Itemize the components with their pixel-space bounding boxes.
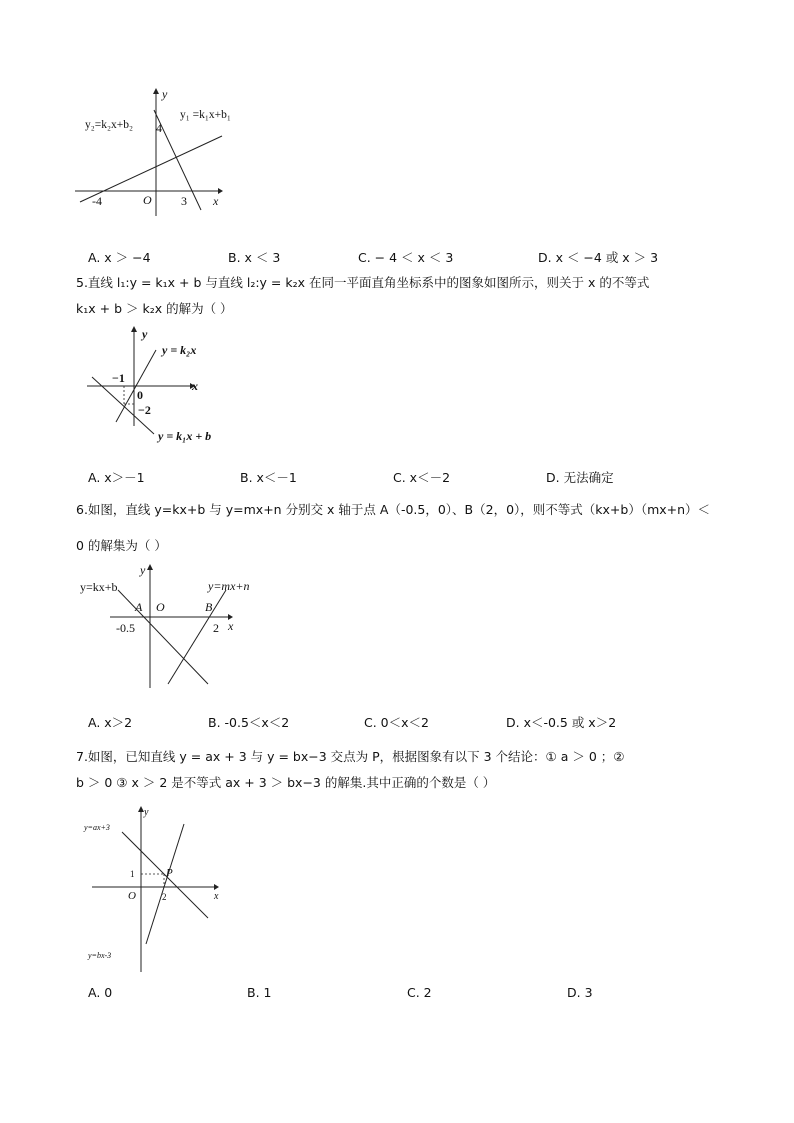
q6-question-line1: 6.如图，直线 y=kx+b 与 y=mx+n 分别交 x 轴于点 A（-0.5，0）、B（2，0），则不等式（kx+b）（mx+n）＜ (76, 502, 711, 517)
q6-option-a[interactable]: A. x＞2 (88, 715, 133, 730)
q4-y-arrow-icon (153, 88, 159, 94)
q7-question-line1: 7.如图，已知直线 y = ax + 3 与 y = bx−3 交点为 P，根据图象有以下 3 个结论：① a ＞ 0 ；② (76, 749, 625, 764)
q7-line-ax3 (122, 832, 208, 918)
q5-zero-label: 0 (137, 388, 143, 402)
q5-x-label: x (192, 379, 198, 393)
q5-question-line1: 5.直线 l₁:y = k₁x + b 与直线 l₂:y = k₂x 在同一平面直角坐标系中的图象如图所示，则关于 x 的不等式 (76, 275, 650, 290)
q5-option-a[interactable]: A. x＞－1 (88, 470, 145, 485)
q5-y-label: y (142, 327, 148, 341)
q7-question-line2: b ＞ 0 ③ x ＞ 2 是不等式 ax + 3 ＞ bx−3 的解集.其中正确的个数是（ ） (76, 775, 496, 790)
q4-x-arrow-icon (218, 188, 223, 194)
q5-option-d[interactable]: D. 无法确定 (546, 470, 614, 485)
q4-figure (70, 88, 250, 218)
q5-option-b[interactable]: B. x＜－1 (240, 470, 297, 485)
q4-option-c[interactable]: C. − 4 ＜ x ＜ 3 (358, 250, 454, 265)
q4-x-label: x (213, 194, 219, 208)
q4-tick-3: 3 (181, 194, 187, 208)
q7-option-c[interactable]: C. 2 (407, 985, 432, 1000)
q4-origin-label: O (143, 193, 152, 207)
q5-option-c[interactable]: C. x＜－2 (393, 470, 451, 485)
q7-line-bx-3 (146, 824, 184, 944)
q4-option-a[interactable]: A. x ＞ −4 (88, 250, 151, 265)
q4-tick-neg4: -4 (92, 194, 102, 208)
q6-option-c[interactable]: C. 0＜x＜2 (364, 715, 429, 730)
q7-x-arrow-icon (214, 884, 219, 890)
q6-option-b[interactable]: B. -0.5＜x＜2 (208, 715, 290, 730)
q5-figure (82, 322, 242, 447)
q6-origin-label: O (156, 600, 165, 614)
q6-point-b-label: B (205, 600, 213, 614)
q6-line-mx-n (168, 590, 226, 684)
q7-option-a[interactable]: A. 0 (88, 985, 113, 1000)
q5-l2-label: y = k₂x (162, 343, 197, 357)
q5-y-arrow-icon (131, 326, 137, 332)
q4-y-label: y (162, 87, 168, 101)
q7-one-label: 1 (130, 869, 135, 879)
q4-tick-4: 4 (156, 121, 162, 135)
q7-point-p-label: P (166, 867, 173, 879)
q4-option-d[interactable]: D. x ＜ −4 或 x ＞ 3 (538, 250, 659, 265)
q5-question-line2: k₁x + b ＞ k₂x 的解为（ ） (76, 301, 233, 316)
q4-y2-label: y₂=k₂x+b₂ (85, 119, 133, 131)
q6-x-label: x (228, 619, 234, 633)
q7-option-b[interactable]: B. 1 (247, 985, 272, 1000)
q4-y1-label: y₁ =k₁x+b₁ (180, 109, 231, 121)
q7-y-label: y (144, 807, 149, 818)
q5-l1-label: y = k₁x + b (158, 429, 212, 443)
q7-figure (84, 804, 234, 974)
q7-l2-label: y=bx-3 (88, 951, 112, 960)
q6-question-line2: 0 的解集为（ ） (76, 538, 167, 553)
q6-two-label: 2 (213, 621, 219, 635)
q4-option-b[interactable]: B. x ＜ 3 (228, 250, 281, 265)
q7-origin-label: O (128, 890, 136, 902)
q5-neg1-label: −1 (112, 371, 125, 385)
q7-x-label: x (214, 891, 219, 902)
q7-l1-label: y=ax+3 (84, 823, 110, 832)
q6-l2-label: y=mx+n (208, 579, 250, 593)
q6-point-a-label: A (135, 600, 143, 614)
q6-neg05-label: -0.5 (116, 621, 135, 635)
q6-y-arrow-icon (147, 564, 153, 570)
q6-figure (76, 562, 266, 692)
q7-two-label: 2 (162, 892, 167, 902)
q6-option-d[interactable]: D. x＜-0.5 或 x＞2 (506, 715, 617, 730)
q6-l1-label: y=kx+b (80, 580, 118, 594)
q7-option-d[interactable]: D. 3 (567, 985, 593, 1000)
q5-neg2-label: −2 (138, 403, 151, 417)
q6-y-label: y (140, 563, 146, 577)
